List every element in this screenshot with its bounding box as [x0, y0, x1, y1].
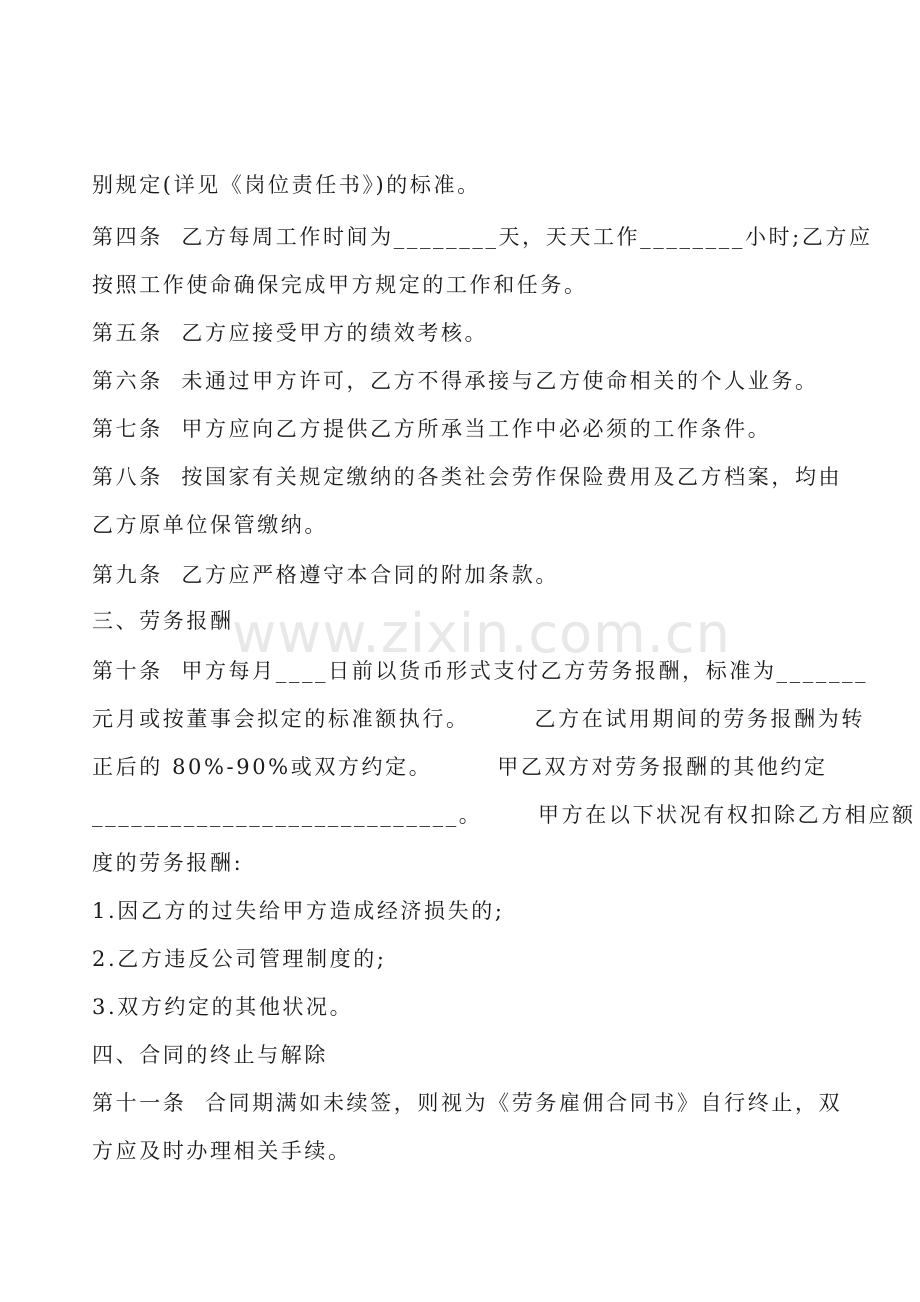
text-line: 第五条 乙方应接受甲方的绩效考核。: [92, 321, 489, 345]
text-line: 正后的 80%-90%或双方约定。 甲乙双方对劳务报酬的其他约定: [92, 755, 828, 779]
text-line: 第六条 未通过甲方许可，乙方不得承接与乙方使命相关的个人业务。: [92, 369, 819, 393]
text-line: 按照工作使命确保完成甲方规定的工作和任务。: [92, 273, 588, 297]
text-line: 方应及时办理相关手续。: [92, 1139, 352, 1163]
text-line: 第七条 甲方应向乙方提供乙方所承当工作中必必须的工作条件。: [92, 417, 772, 441]
text-line: 乙方原单位保管缴纳。: [92, 513, 328, 537]
text-line: 第八条 按国家有关规定缴纳的各类社会劳作保险费用及乙方档案，均由: [92, 465, 843, 489]
text-line: 别规定(详见《岗位责任书》)的标准。: [92, 173, 481, 197]
list-item: 1.因乙方的过失给甲方造成经济损失的;: [92, 899, 505, 923]
text-line: ____________________________。 甲方在以下状况有权扣除乙方相应额: [92, 803, 916, 827]
text-line: 元月或按董事会拟定的标准额执行。 乙方在试用期间的劳务报酬为转: [92, 707, 865, 731]
text-line: 第十一条 合同期满如未续签，则视为《劳务雇佣合同书》自行终止，双: [92, 1091, 843, 1115]
text-line: 第四条 乙方每周工作时间为________天，天天工作________小时;乙方应: [92, 225, 873, 249]
list-item: 2.乙方违反公司管理制度的;: [92, 947, 387, 971]
section-heading: 三、劳务报酬: [92, 609, 234, 633]
text-line: 第九条 乙方应严格遵守本合同的附加条款。: [92, 563, 559, 587]
text-line: 度的劳务报酬:: [92, 851, 244, 875]
list-item: 3.双方约定的其他状况。: [92, 995, 354, 1019]
section-heading: 四、合同的终止与解除: [92, 1043, 328, 1067]
watermark: www.zixin.com.cn: [232, 602, 731, 665]
text-line: 第十条 甲方每月____日前以货币形式支付乙方劳务报酬，标准为_______: [92, 659, 869, 683]
